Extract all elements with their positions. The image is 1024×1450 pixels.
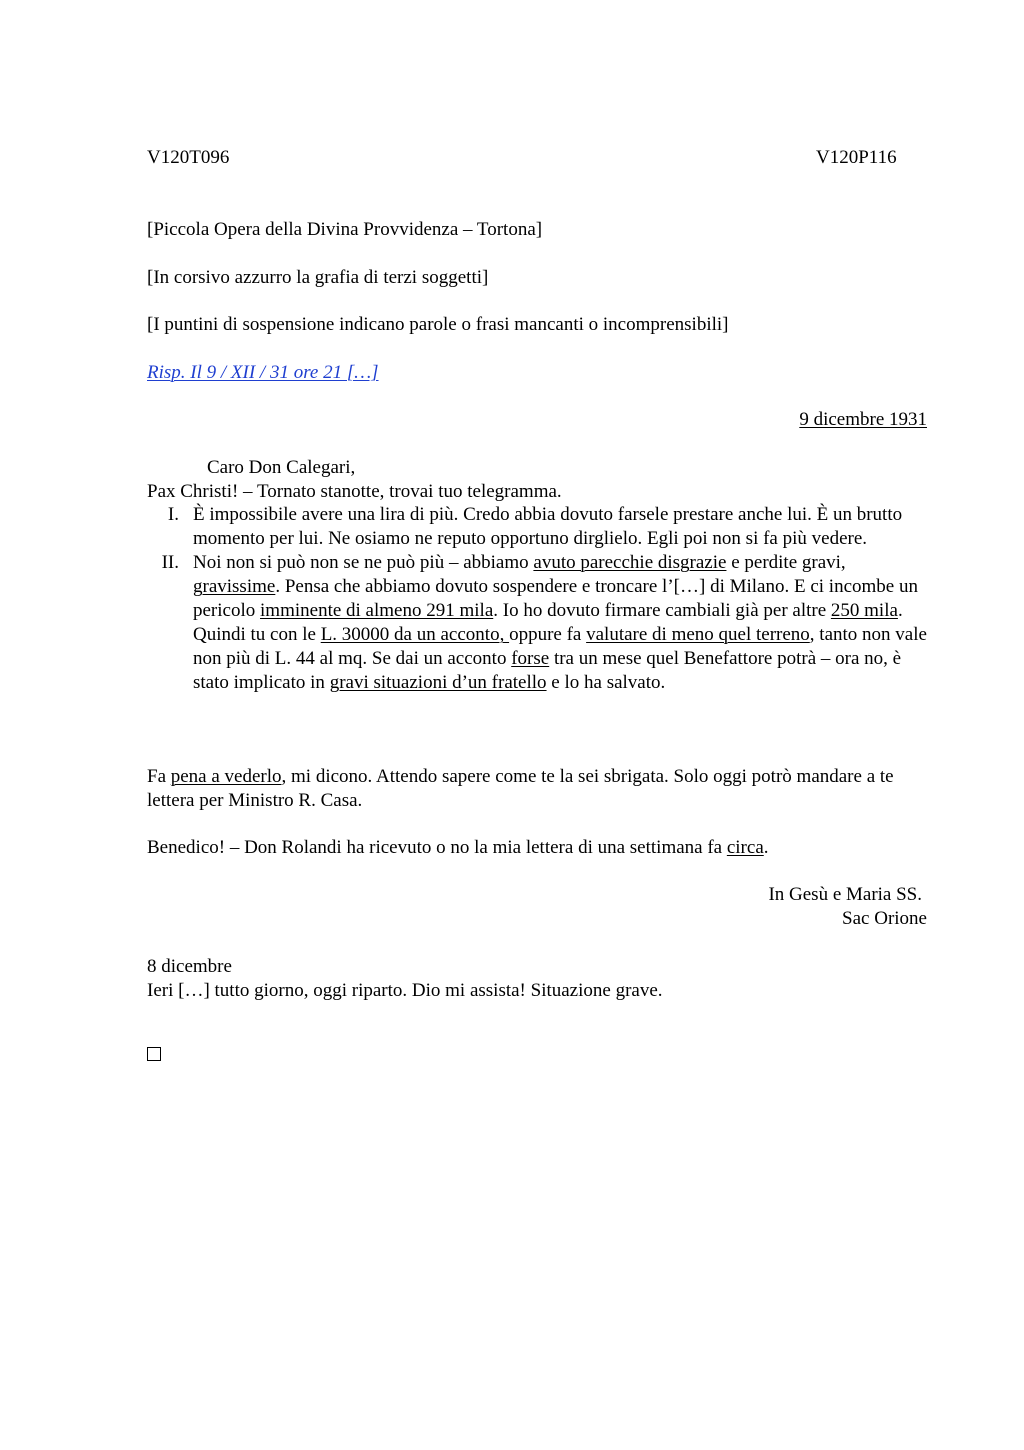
list-item [147, 503, 927, 551]
list-text-part: . Quindi tu con le [193, 600, 903, 645]
signature: Sac Orione [842, 908, 927, 929]
closing [147, 883, 927, 931]
left-code: V120T096 [147, 147, 230, 168]
list-item [147, 551, 927, 695]
paragraph-text: , mi dicono. Attendo sapere come te la sei sbrigata. Solo oggi potrò mandare a te lettera per Ministro R. Casa. [147, 766, 894, 811]
numbered-list [147, 503, 927, 695]
list-text-part: tra un mese quel Benefattore potrà – ora no, è stato implicato in [193, 648, 902, 693]
underlined-text: 250 mila [830, 600, 898, 621]
paragraph-text: Fa [147, 766, 171, 787]
postscript [147, 955, 927, 1003]
reply-note-link[interactable]: Risp. Il 9 / XII / 31 ore 21 […] [147, 362, 379, 383]
postscript-date: 8 dicembre [147, 956, 232, 977]
list-text-part: Noi non si può non se ne può più – abbiamo [193, 552, 534, 573]
underlined-text: gravi situazioni d’un fratello [329, 672, 547, 693]
paragraph-2 [147, 836, 927, 860]
underlined-text: gravissime [193, 576, 276, 597]
list-number: I. [167, 504, 179, 525]
paragraph-text: Benedico! – Don Rolandi ha ricevuto o no la mia lettera di una settimana fa [147, 837, 727, 858]
list-text-part: . Pensa che abbiamo dovuto sospendere e troncare l’[…] di Milano. E ci incombe un pericolo [193, 576, 918, 621]
closing-line-1: In Gesù e Maria SS. [768, 884, 922, 905]
underlined-text: circa [726, 837, 764, 858]
list-text-part: . Io ho dovuto firmare cambiali già per altre [493, 600, 831, 621]
postscript-text: Ieri […] tutto giorno, oggi riparto. Dio mi assista! Situazione grave. [147, 980, 663, 1001]
underlined-text: pena a vederlo [170, 766, 282, 787]
opening-line: Pax Christi! – Tornato stanotte, trovai tuo telegramma. [147, 481, 562, 502]
italic-note: [In corsivo azzurro la grafia di terzi soggetti] [147, 267, 489, 288]
checkbox-icon [147, 1047, 161, 1061]
paragraph-1 [147, 765, 927, 813]
list-text-part: e lo ha salvato. [546, 672, 666, 693]
underlined-text: avuto parecchie disgrazie [533, 552, 727, 573]
right-code: V120P116 [816, 147, 897, 168]
underlined-text: forse [511, 648, 550, 669]
paragraph-text: . [763, 837, 769, 858]
list-text: È impossibile avere una lira di più. Credo abbia dovuto farsele prestare anche lui. È un brutto momento per lui. Ne osiamo ne reputo opportuno dirglielo. Egli poi non si fa più vedere. [193, 504, 903, 549]
letter-date: 9 dicembre 1931 [799, 409, 927, 430]
list-text-part: e perdite gravi, [726, 552, 846, 573]
underlined-text: valutare di meno quel terreno [586, 624, 810, 645]
salutation: Caro Don Calegari, [207, 457, 356, 478]
ellipsis-note: [I puntini di sospensione indicano parole o frasi mancanti o incomprensibili] [147, 314, 729, 335]
underlined-text: imminente di almeno 291 mila [260, 600, 494, 621]
underlined-text: L. 30000 da un acconto, [320, 624, 510, 645]
list-text-part: oppure fa [509, 624, 587, 645]
list-number: II. [161, 552, 179, 573]
institution-note: [Piccola Opera della Divina Provvidenza – Tortona] [147, 219, 543, 240]
list-text-part: , tanto non vale non più di L. 44 al mq. Se dai un acconto [193, 624, 927, 669]
